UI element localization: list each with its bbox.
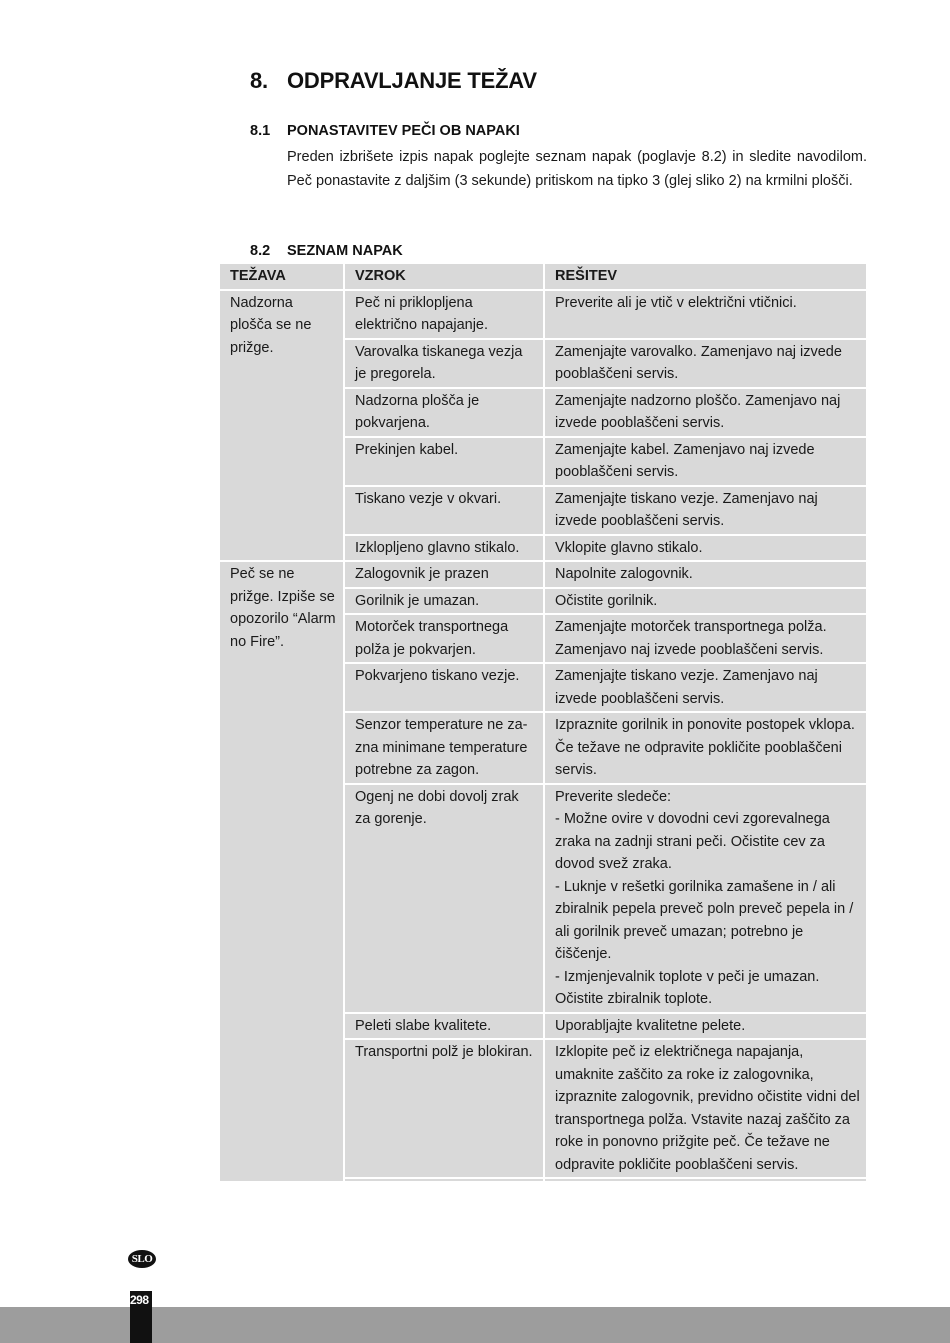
solution-cell: Napolnite zalogovnik. [544, 561, 866, 588]
chapter-number: 8. [250, 68, 268, 93]
cause-cell: Zalogovnik je prazen [344, 561, 544, 588]
page-title [250, 68, 537, 94]
section-title: SEZNAM NAPAK [287, 243, 403, 259]
cause-cell: Gorilnik je umazan. [344, 588, 544, 615]
solution-cell: Očistite gorilnik. [544, 588, 866, 615]
chapter-title: ODPRAVLJANJE TEŽAV [287, 68, 537, 93]
cause-cell: Transportni polž je blokiran. [344, 1039, 544, 1178]
cause-cell: Motorček transportnega polža je pokvarjen. [344, 614, 544, 663]
solution-cell: Zamenjajte kabel. Zamenjavo naj izvede pooblaščeni servis. [544, 437, 866, 486]
table-row [220, 561, 866, 588]
solution-cell: Zamenjajte varovalko. Zamenjavo naj izvede pooblaščeni servis. [544, 339, 866, 388]
section-heading-reset [250, 123, 520, 139]
error-list-table [220, 264, 866, 1183]
cause-cell: Izklopljeno glavno stikalo. [344, 535, 544, 562]
cause-cell: Tiskano vezje v okvari. [344, 486, 544, 535]
solution-cell: Uporabljajte kvalitetne pelete. [544, 1013, 866, 1040]
page-number: 298 [130, 1293, 149, 1307]
solution-cell: Preverite sledeče: - Možne ovire v dovodni cevi zgorevalnega zraka na zadnji strani peči. Očistite cev za dovod svež zraka. - Luknje v rešetki gorilnika zamašene in / ali zbiralnik pepela preveč poln preveč pepela in / ali gorilnik preveč umazan; potrebno je čiščenje. - Izmjenjevalnik toplote v peči je umazan. Očistite zbiralnik toplote. [544, 784, 866, 1013]
header-solution: REŠITEV [544, 264, 866, 290]
section-title: PONASTAVITEV PEČI OB NAPAKI [287, 123, 520, 139]
solution-cell: Izpraznite gorilnik in ponovite postopek vklopa. Če težave ne odpravite pokličite pooblaščeni servis. [544, 712, 866, 784]
solution-cell: Izklopite peč iz električnega napajanja, umaknite zaščito za roke iz zalogovnika, izpraznite zalogovnik, previdno očistite vidni del transportnega polža. Vstavite nazaj zaščito za roke in ponovno prižgite peč. Če težave ne odpravite pokličite pooblaščeni servis. [544, 1039, 866, 1178]
problem-cell: Nadzorna plošča se ne prižge. [220, 290, 344, 562]
cause-cell [344, 1178, 544, 1182]
solution-cell: Zamenjajte motorček transportnega polža. Zamenjavo naj izvede pooblaščeni servis. [544, 614, 866, 663]
solution-cell: Zamenjajte nadzorno ploščo. Zamenjavo naj izvede pooblaščeni servis. [544, 388, 866, 437]
section-number: 8.2 [250, 243, 271, 259]
cause-cell: Prekinjen kabel. [344, 437, 544, 486]
solution-cell: Preverite ali je vtič v električni vtičnici. [544, 290, 866, 339]
cause-cell: Pokvarjeno tiskano vezje. [344, 663, 544, 712]
cause-cell: Ogenj ne dobi dovolj zrak za gorenje. [344, 784, 544, 1013]
header-problem: TEŽAVA [220, 264, 344, 290]
cause-cell: Senzor temperature ne za- zna minimane temperature potrebne za zagon. [344, 712, 544, 784]
table-row [220, 290, 866, 339]
cause-cell: Nadzorna plošča je pokvarjena. [344, 388, 544, 437]
cause-cell: Peleti slabe kvalitete. [344, 1013, 544, 1040]
table-header-row [220, 264, 866, 290]
cause-cell: Peč ni priklopljena električno napajanje. [344, 290, 544, 339]
section-number: 8.1 [250, 123, 271, 139]
solution-cell: Zamenjajte tiskano vezje. Zamenjavo naj izvede pooblaščeni servis. [544, 663, 866, 712]
section-heading-error-list [250, 243, 403, 259]
header-cause: VZROK [344, 264, 544, 290]
solution-cell [544, 1178, 866, 1182]
solution-cell: Zamenjajte tiskano vezje. Zamenjavo naj izvede pooblaščeni servis. [544, 486, 866, 535]
language-badge: SLO [128, 1250, 156, 1268]
problem-cell: Peč se ne prižge. Izpiše se opozorilo “Alarm no Fire”. [220, 561, 344, 1182]
section-body-text: Preden izbrišete izpis napak poglejte seznam napak (poglavje 8.2) in sledite navodilom. Peč ponastavite z daljšim (3 sekunde) pritiskom na tipko 3 (glej sliko 2) na krmilni plošči. [287, 149, 867, 189]
cause-cell: Varovalka tiskanega vezja je pregorela. [344, 339, 544, 388]
solution-cell: Vklopite glavno stikalo. [544, 535, 866, 562]
